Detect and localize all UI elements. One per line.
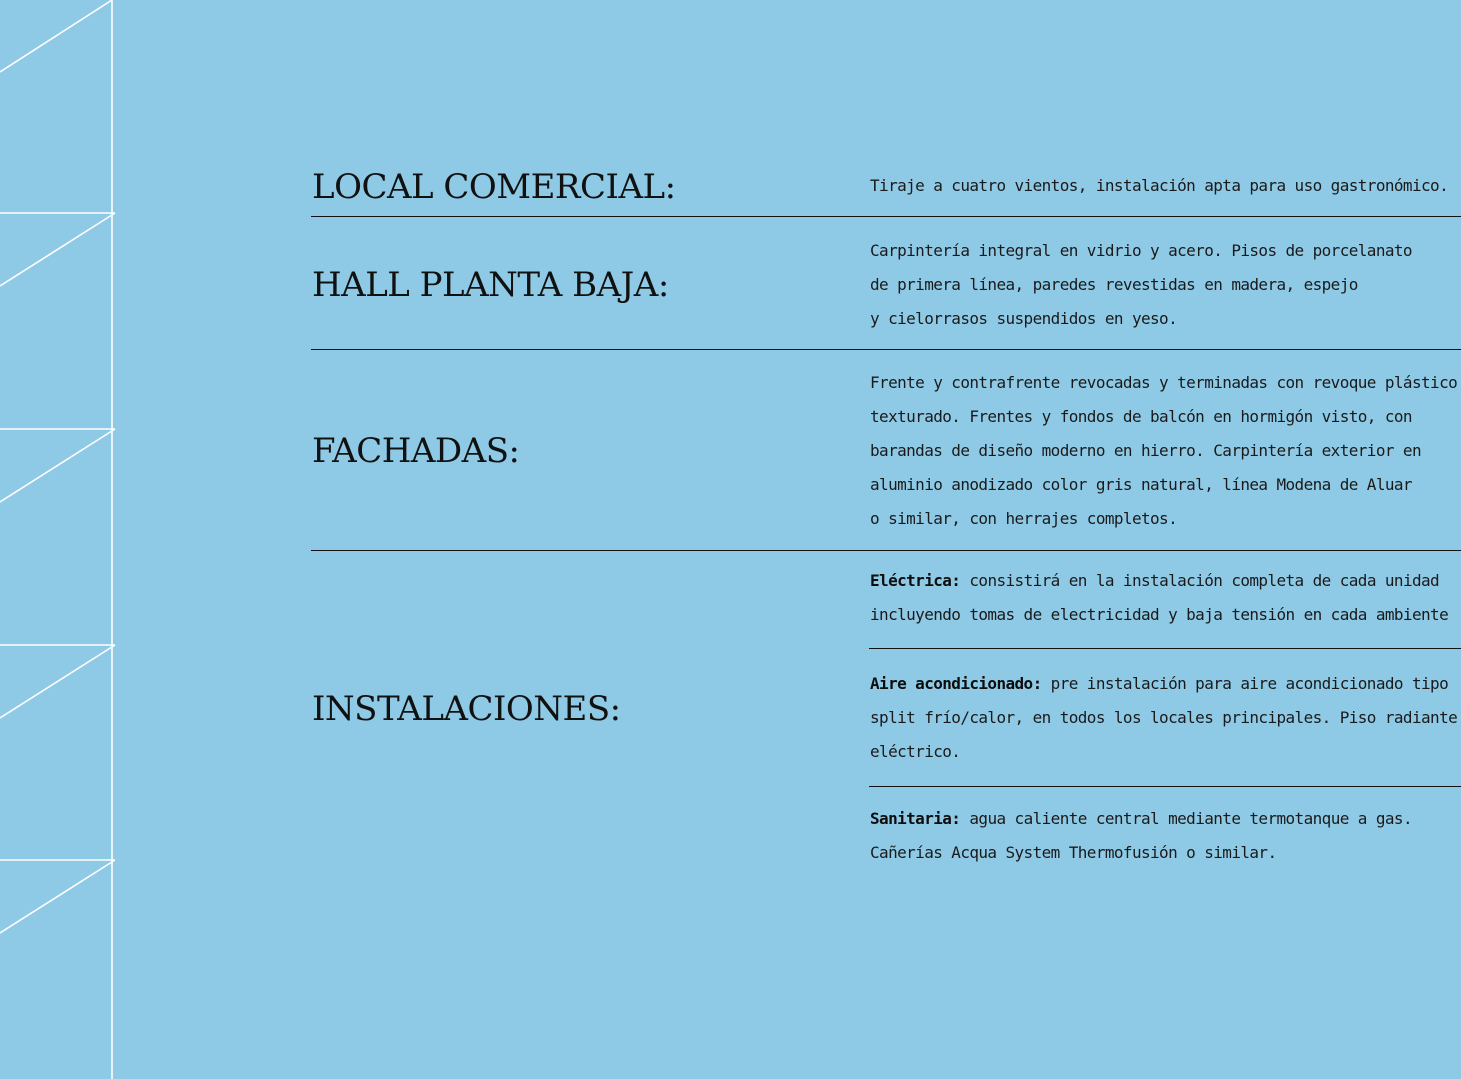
item-divider bbox=[869, 648, 1461, 649]
heading-hall-planta-baja: HALL PLANTA BAJA: bbox=[312, 265, 669, 305]
section-divider bbox=[311, 550, 1461, 551]
desc-line bbox=[870, 802, 1460, 836]
desc-line: eléctrico. bbox=[870, 742, 961, 761]
item-label: Sanitaria: bbox=[870, 809, 961, 828]
item-label: Eléctrica: bbox=[870, 571, 961, 590]
item-label: Aire acondicionado: bbox=[870, 674, 1042, 693]
desc-line: incluyendo tomas de electricidad y baja tensión en cada ambiente bbox=[870, 605, 1449, 624]
section-divider bbox=[311, 349, 1461, 350]
desc-local-comercial bbox=[870, 169, 1460, 203]
item-text: consistirá en la instalación completa de cada unidad bbox=[960, 571, 1440, 590]
section-divider bbox=[311, 216, 1461, 217]
heading-local-comercial: LOCAL COMERCIAL: bbox=[312, 167, 676, 207]
item-text: agua caliente central mediante termotanque a gas. bbox=[960, 809, 1412, 828]
desc-line: Tiraje a cuatro vientos, instalación apta para uso gastronómico. bbox=[870, 176, 1449, 195]
heading-instalaciones: INSTALACIONES: bbox=[312, 689, 621, 729]
desc-line: barandas de diseño moderno en hierro. Carpintería exterior en bbox=[870, 441, 1422, 460]
desc-line: Cañerías Acqua System Thermofusión o similar. bbox=[870, 843, 1277, 862]
desc-electrica bbox=[870, 564, 1460, 632]
heading-fachadas: FACHADAS: bbox=[312, 431, 520, 471]
desc-line: texturado. Frentes y fondos de balcón en hormigón visto, con bbox=[870, 407, 1412, 426]
item-text: pre instalación para aire acondicionado tipo bbox=[1041, 674, 1449, 693]
desc-line bbox=[870, 667, 1460, 701]
desc-sanitaria bbox=[870, 802, 1460, 870]
desc-line: y cielorrasos suspendidos en yeso. bbox=[870, 309, 1178, 328]
desc-line: o similar, con herrajes completos. bbox=[870, 509, 1178, 528]
desc-line: Carpintería integral en vidrio y acero. Pisos de porcelanato bbox=[870, 241, 1412, 260]
desc-fachadas bbox=[870, 366, 1460, 536]
desc-aire-acondicionado bbox=[870, 667, 1460, 769]
item-divider bbox=[869, 786, 1461, 787]
desc-line: aluminio anodizado color gris natural, línea Modena de Aluar bbox=[870, 475, 1412, 494]
desc-hall-planta-baja bbox=[870, 234, 1460, 336]
desc-line: de primera línea, paredes revestidas en madera, espejo bbox=[870, 275, 1358, 294]
desc-line: split frío/calor, en todos los locales principales. Piso radiante bbox=[870, 708, 1458, 727]
desc-line bbox=[870, 564, 1460, 598]
decorative-line-art bbox=[0, 0, 120, 1079]
desc-line: Frente y contrafrente revocadas y terminadas con revoque plástico bbox=[870, 373, 1458, 392]
